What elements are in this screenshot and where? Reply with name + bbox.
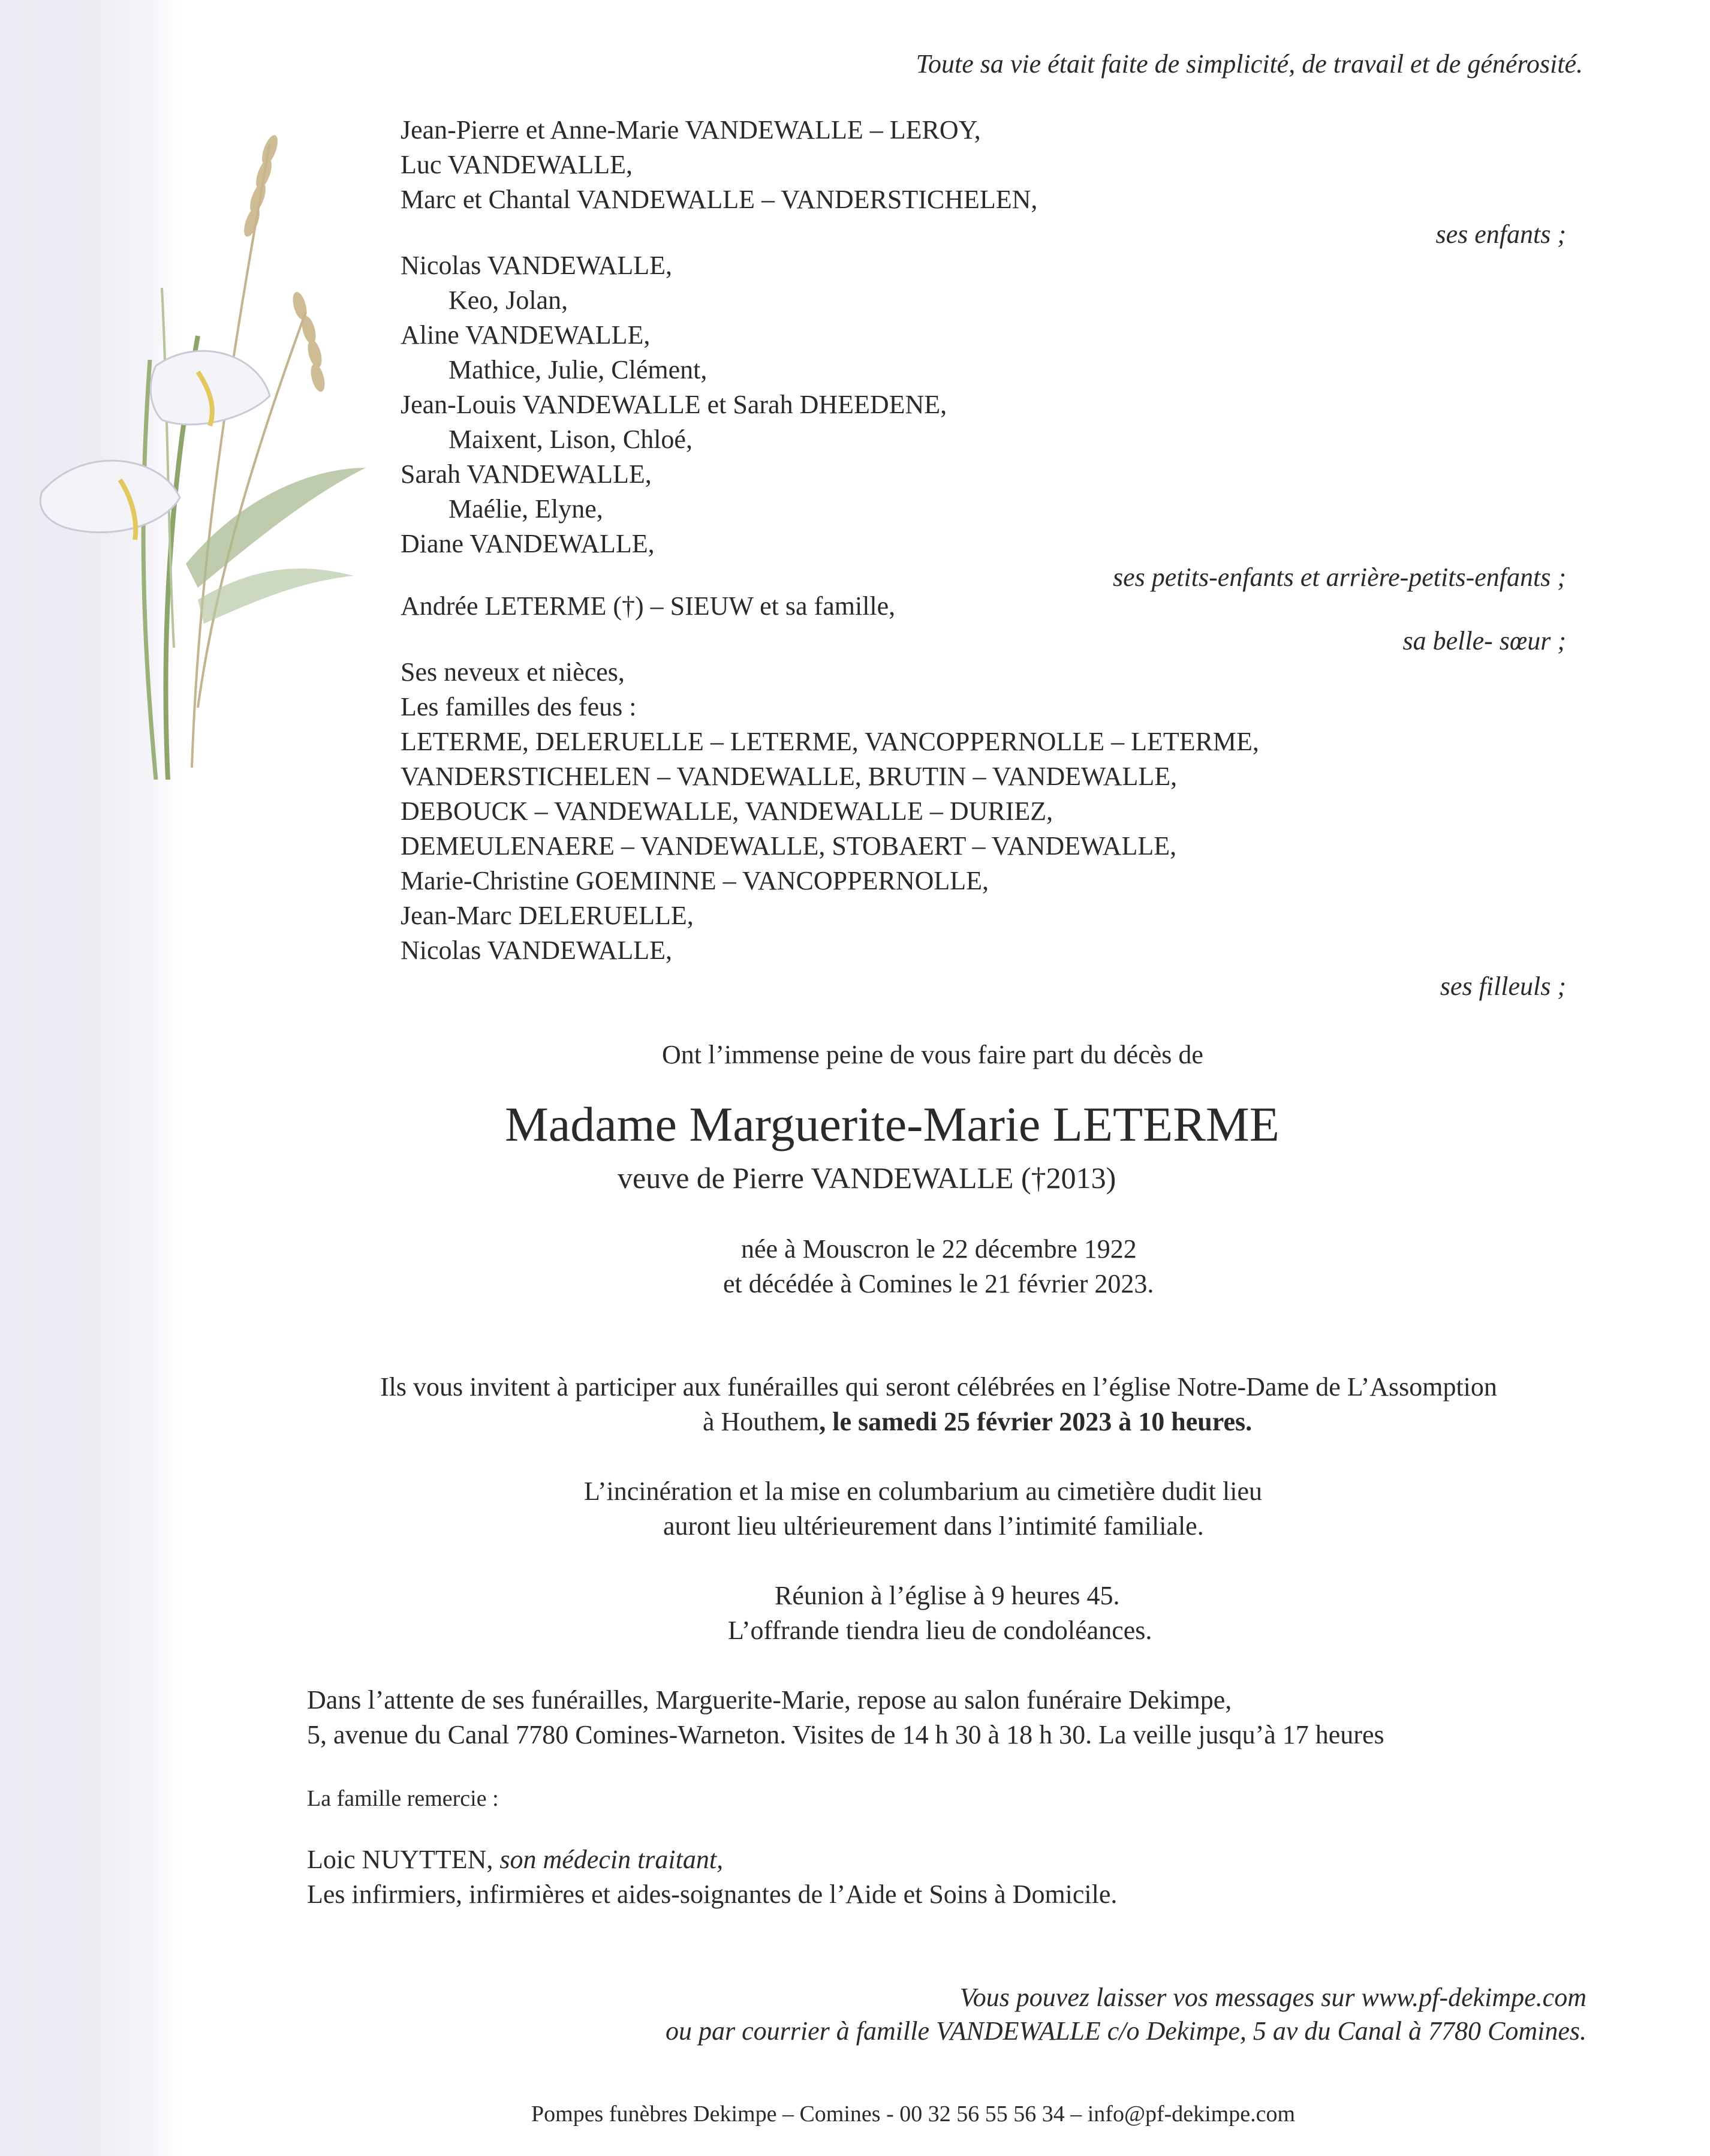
grandchild-3: Jean-Louis VANDEWALLE et Sarah DHEEDENE, bbox=[401, 390, 947, 419]
children-role: ses enfants ; bbox=[1435, 219, 1566, 249]
child-2: Luc VANDEWALLE, bbox=[401, 150, 633, 179]
messages-line-1: Vous pouvez laisser vos messages sur www.pf-dekimpe.com bbox=[959, 1983, 1586, 2012]
funeral-date: , le samedi 25 février 2023 à 10 heures. bbox=[819, 1407, 1253, 1436]
rest-line-2: 5, avenue du Canal 7780 Comines-Warneton. Visites de 14 h 30 à 18 h 30. La veille jusqu’à 17 heures bbox=[307, 1720, 1384, 1749]
relatives-9: Nicolas VANDEWALLE, bbox=[401, 936, 672, 965]
funeral-place: à Houthem bbox=[703, 1407, 820, 1436]
relatives-6: DEMEULENAERE – VANDEWALLE, STOBAERT – VANDEWALLE, bbox=[401, 831, 1177, 861]
grandchild-2: Aline VANDEWALLE, bbox=[401, 320, 651, 350]
great-grandchildren-3: Maixent, Lison, Chloé, bbox=[448, 425, 693, 454]
widow-of: veuve de Pierre VANDEWALLE (†2013) bbox=[618, 1161, 1116, 1195]
birth-line: née à Mouscron le 22 décembre 1922 bbox=[741, 1234, 1137, 1264]
child-1: Jean-Pierre et Anne-Marie VANDEWALLE – LEROY, bbox=[401, 115, 981, 145]
godchildren-role: ses filleuls ; bbox=[1440, 972, 1566, 1001]
announcement: Ont l’immense peine de vous faire part du décès de bbox=[662, 1040, 1203, 1069]
relatives-8: Jean-Marc DELERUELLE, bbox=[401, 901, 694, 930]
calla-lily-wheat-illustration bbox=[18, 108, 378, 780]
relatives-2: Les familles des feus : bbox=[401, 692, 637, 721]
grandchild-4: Sarah VANDEWALLE, bbox=[401, 459, 652, 489]
great-grandchildren-1: Keo, Jolan, bbox=[448, 285, 568, 315]
thanks-doctor bbox=[307, 1845, 723, 1875]
cremation-line-1: L’incinération et la mise en columbarium au cimetière dudit lieu bbox=[584, 1477, 1263, 1506]
footer-contact: Pompes funèbres Dekimpe – Comines - 00 32 56 55 56 34 – info@pf-dekimpe.com bbox=[531, 2101, 1296, 2127]
motto: Toute sa vie était faite de simplicité, de travail et de générosité. bbox=[916, 49, 1583, 79]
thanks-intro: La famille remercie : bbox=[307, 1786, 499, 1811]
funeral-line-1: Ils vous invitent à participer aux funérailles qui seront célébrées en l’église Notre-Dame de L’Assomption bbox=[380, 1372, 1497, 1402]
meeting-line-2: L’offrande tiendra lieu de condoléances. bbox=[728, 1616, 1152, 1645]
cremation-line-2: auront lieu ultérieurement dans l’intimité familiale. bbox=[663, 1511, 1204, 1541]
relatives-7: Marie-Christine GOEMINNE – VANCOPPERNOLLE, bbox=[401, 866, 989, 895]
great-grandchildren-4: Maélie, Elyne, bbox=[448, 494, 603, 524]
child-3: Marc et Chantal VANDEWALLE – VANDERSTICHELEN, bbox=[401, 185, 1038, 214]
relatives-4: VANDERSTICHELEN – VANDEWALLE, BRUTIN – VANDEWALLE, bbox=[401, 762, 1178, 791]
doctor-name: Loic NUYTTEN, bbox=[307, 1845, 493, 1874]
relatives-1: Ses neveux et nièces, bbox=[401, 657, 625, 687]
meeting-line-1: Réunion à l’église à 9 heures 45. bbox=[775, 1581, 1120, 1610]
relatives-5: DEBOUCK – VANDEWALLE, VANDEWALLE – DURIEZ, bbox=[401, 796, 1053, 826]
sister-in-law: Andrée LETERME (†) – SIEUW et sa famille, bbox=[401, 591, 896, 621]
death-line: et décédée à Comines le 21 février 2023. bbox=[723, 1269, 1154, 1298]
great-grandchildren-2: Mathice, Julie, Clément, bbox=[448, 355, 708, 384]
relatives-3: LETERME, DELERUELLE – LETERME, VANCOPPERNOLLE – LETERME, bbox=[401, 727, 1259, 756]
messages-line-2: ou par courrier à famille VANDEWALLE c/o Dekimpe, 5 av du Canal à 7780 Comines. bbox=[666, 2016, 1586, 2046]
grandchild-5: Diane VANDEWALLE, bbox=[401, 529, 655, 558]
grandchildren-role: ses petits-enfants et arrière-petits-enfants ; bbox=[1112, 563, 1566, 592]
rest-line-1: Dans l’attente de ses funérailles, Marguerite-Marie, repose au salon funéraire Dekimpe, bbox=[307, 1685, 1232, 1715]
sister-in-law-role: sa belle- sœur ; bbox=[1402, 626, 1566, 655]
deceased-name: Madame Marguerite-Marie LETERME bbox=[505, 1097, 1280, 1151]
thanks-nurses: Les infirmiers, infirmières et aides-soignantes de l’Aide et Soins à Domicile. bbox=[307, 1880, 1118, 1909]
funeral-line-2 bbox=[703, 1407, 1252, 1438]
grandchild-1: Nicolas VANDEWALLE, bbox=[401, 251, 672, 280]
doctor-role: son médecin traitant, bbox=[493, 1845, 724, 1874]
